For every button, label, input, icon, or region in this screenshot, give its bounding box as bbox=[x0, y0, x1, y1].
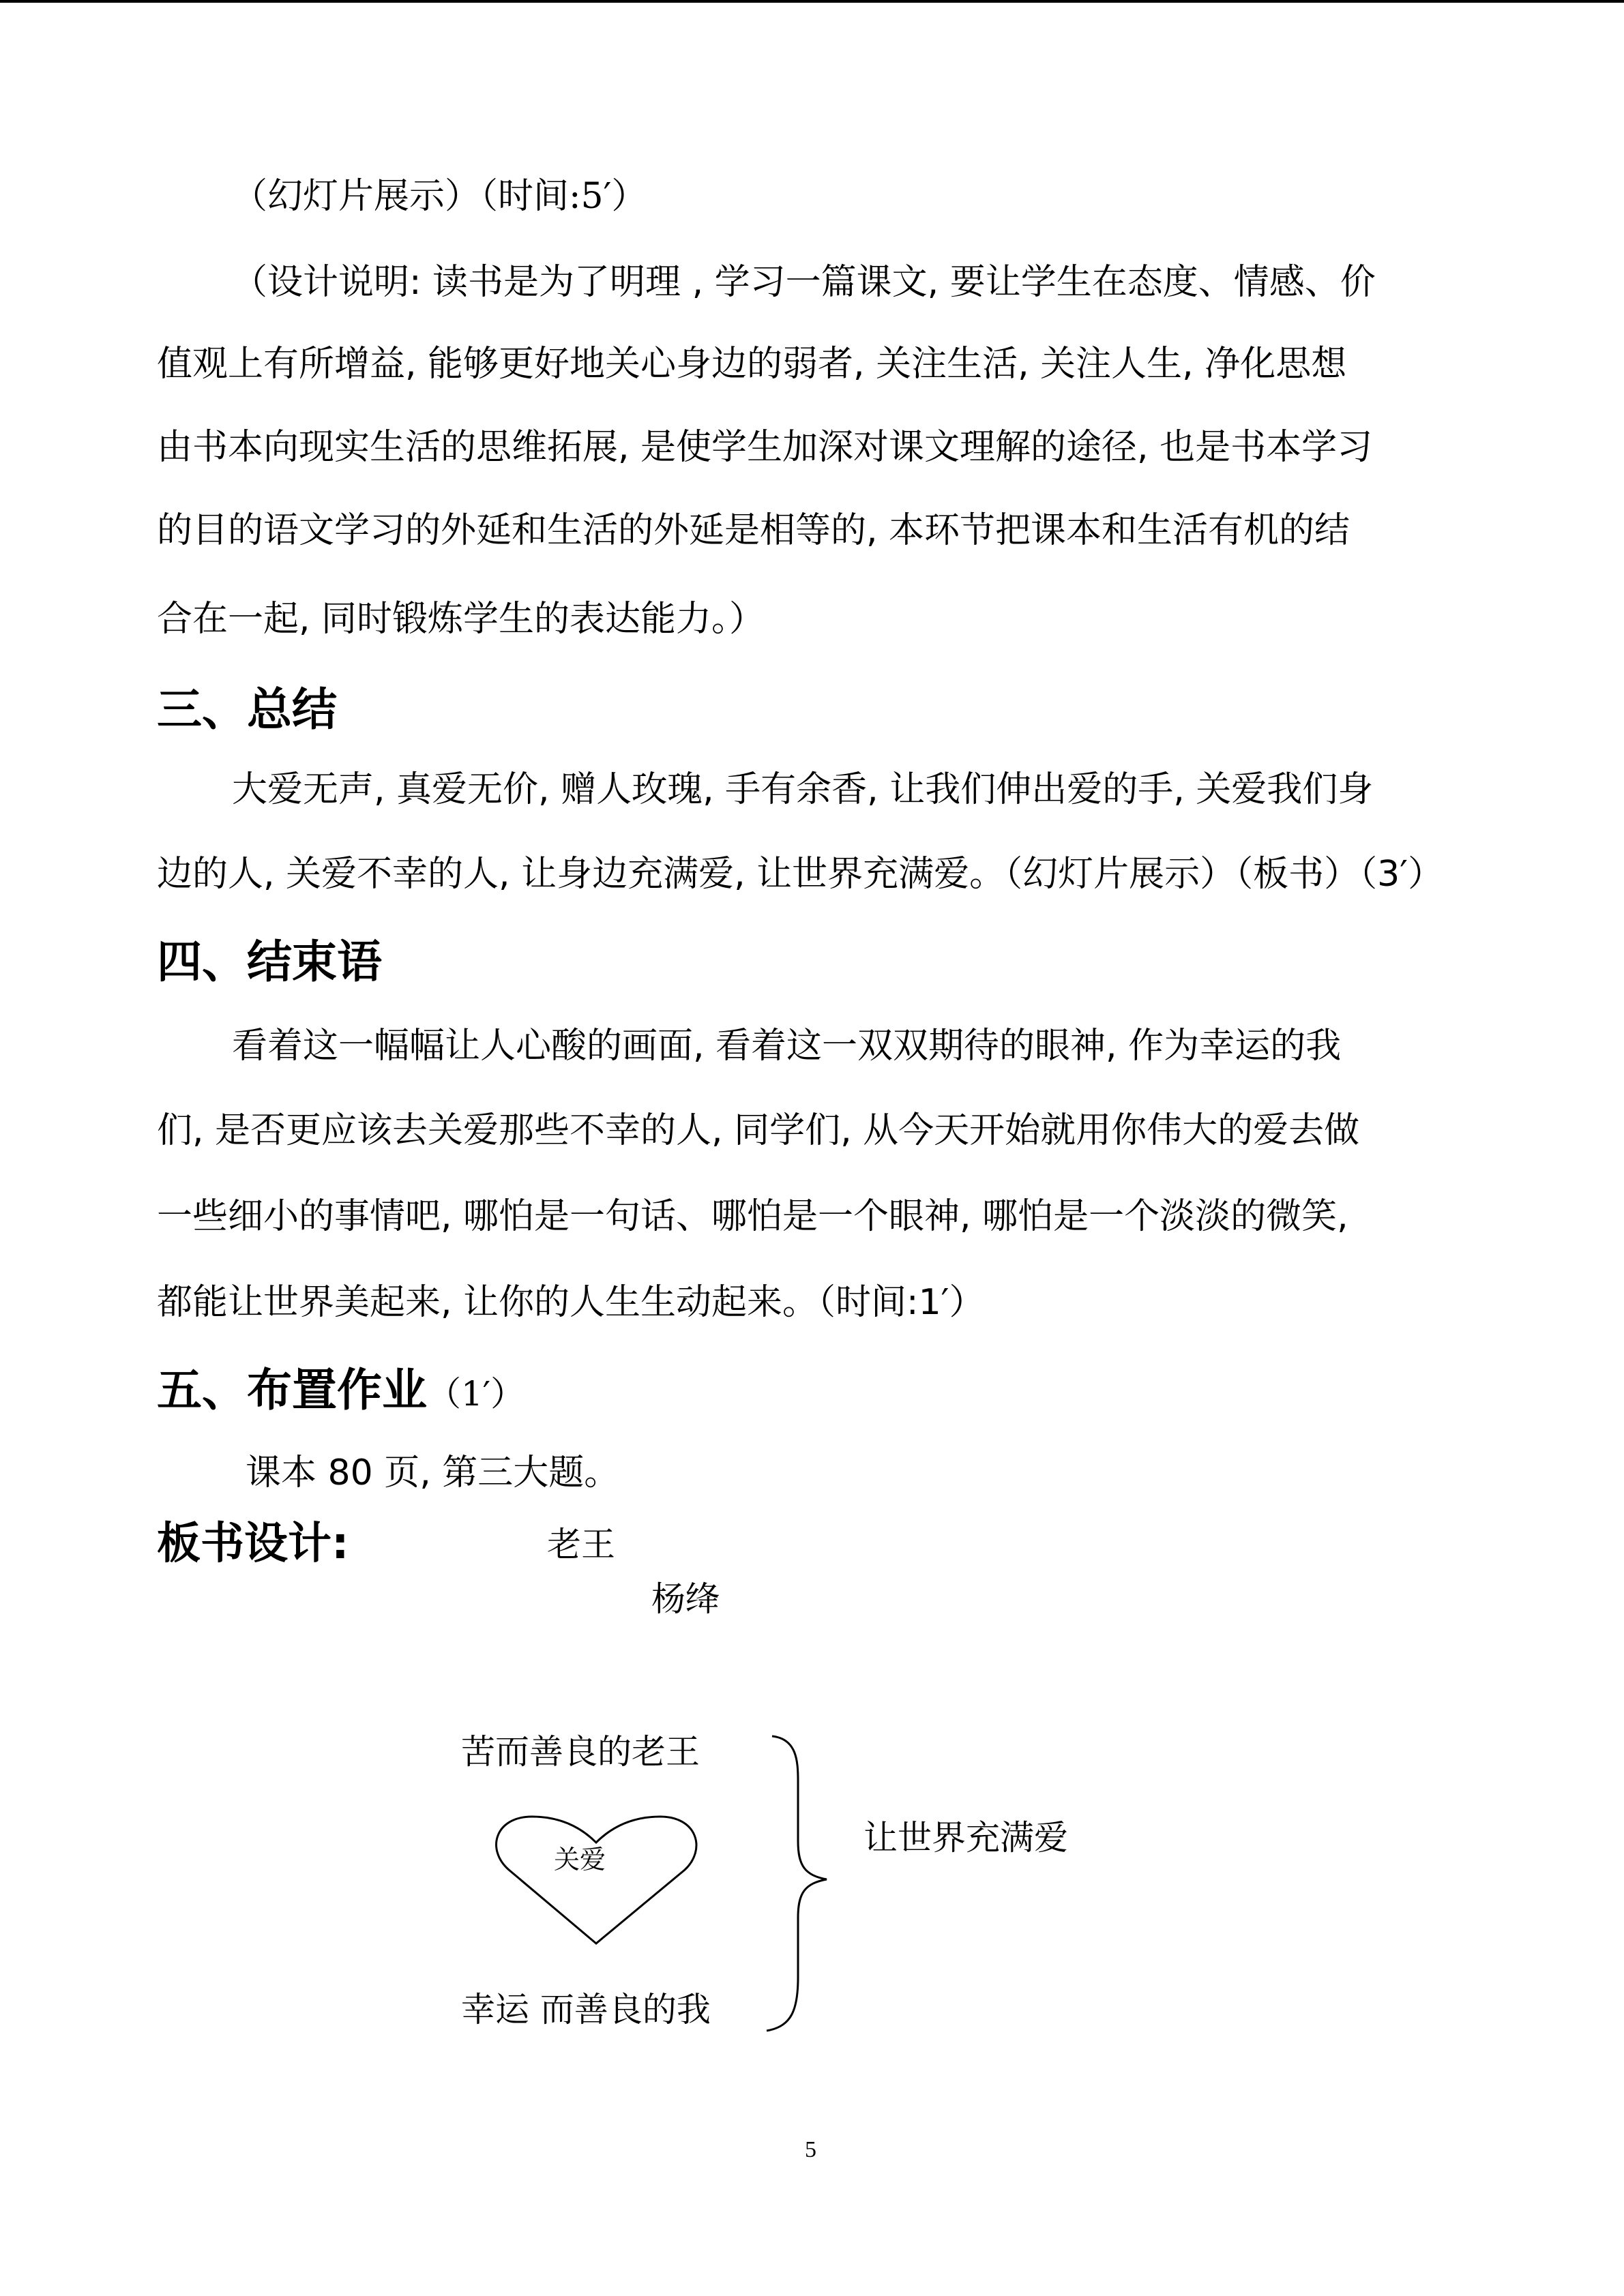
board-bottom-item: 幸运 而善良的我 bbox=[461, 1990, 711, 2029]
design-note-line: 的目的语文学习的外延和生活的外延是相等的, 本环节把课本和生活有机的结 bbox=[157, 510, 1350, 551]
homework-line: 课本 80 页, 第三大题。 bbox=[246, 1452, 620, 1493]
closing-line: 一些细小的事情吧, 哪怕是一句话、哪怕是一个眼神, 哪怕是一个淡淡的微笑, bbox=[157, 1196, 1348, 1237]
homework-time: （1′） bbox=[427, 1374, 525, 1414]
homework-heading-text: 五、布置作业 bbox=[157, 1364, 427, 1416]
heading-closing: 四、结束语 bbox=[157, 936, 382, 988]
board-conclusion: 让世界充满爱 bbox=[863, 1818, 1068, 1858]
summary-line: 大爱无声, 真爱无价, 赠人玫瑰, 手有余香, 让我们伸出爱的手, 关爱我们身 bbox=[232, 769, 1374, 810]
board-top-item: 苦而善良的老王 bbox=[461, 1732, 700, 1772]
design-note-line: （设计说明: 读书是为了明理 , 学习一篇课文, 要让学生在态度、情感、价 bbox=[232, 262, 1376, 303]
closing-line: 们, 是否更应该去关爱那些不幸的人, 同学们, 从今天开始就用你伟大的爱去做 bbox=[157, 1110, 1360, 1151]
design-note-line: 合在一起, 同时锻炼学生的表达能力。） bbox=[157, 599, 765, 640]
design-note-line: 由书本向现实生活的思维拓展, 是使学生加深对课文理解的途径, 也是书本学习 bbox=[157, 427, 1373, 468]
slide-time-note: （幻灯片展示）（时间:5′） bbox=[232, 176, 647, 217]
design-note-line: 值观上有所增益, 能够更好地关心身边的弱者, 关注生活, 关注人生, 净化思想 bbox=[157, 344, 1347, 385]
heading-summary: 三、总结 bbox=[157, 683, 337, 736]
curly-brace bbox=[767, 1736, 827, 2031]
heart-label: 关爱 bbox=[554, 1845, 606, 1875]
board-author: 杨绛 bbox=[651, 1579, 720, 1619]
board-title: 老王 bbox=[547, 1525, 615, 1564]
page-number: 5 bbox=[805, 2137, 816, 2162]
summary-line: 边的人, 关爱不幸的人, 让身边充满爱, 让世界充满爱。（幻灯片展示）（板书）（3′） bbox=[157, 854, 1444, 895]
closing-line: 看着这一幅幅让人心酸的画面, 看着这一双双期待的眼神, 作为幸运的我 bbox=[232, 1026, 1342, 1067]
heart-shape bbox=[497, 1817, 696, 1943]
board-design-label: 板书设计: bbox=[157, 1519, 349, 1569]
closing-line: 都能让世界美起来, 让你的人生生动起来。（时间:1′） bbox=[157, 1282, 985, 1323]
